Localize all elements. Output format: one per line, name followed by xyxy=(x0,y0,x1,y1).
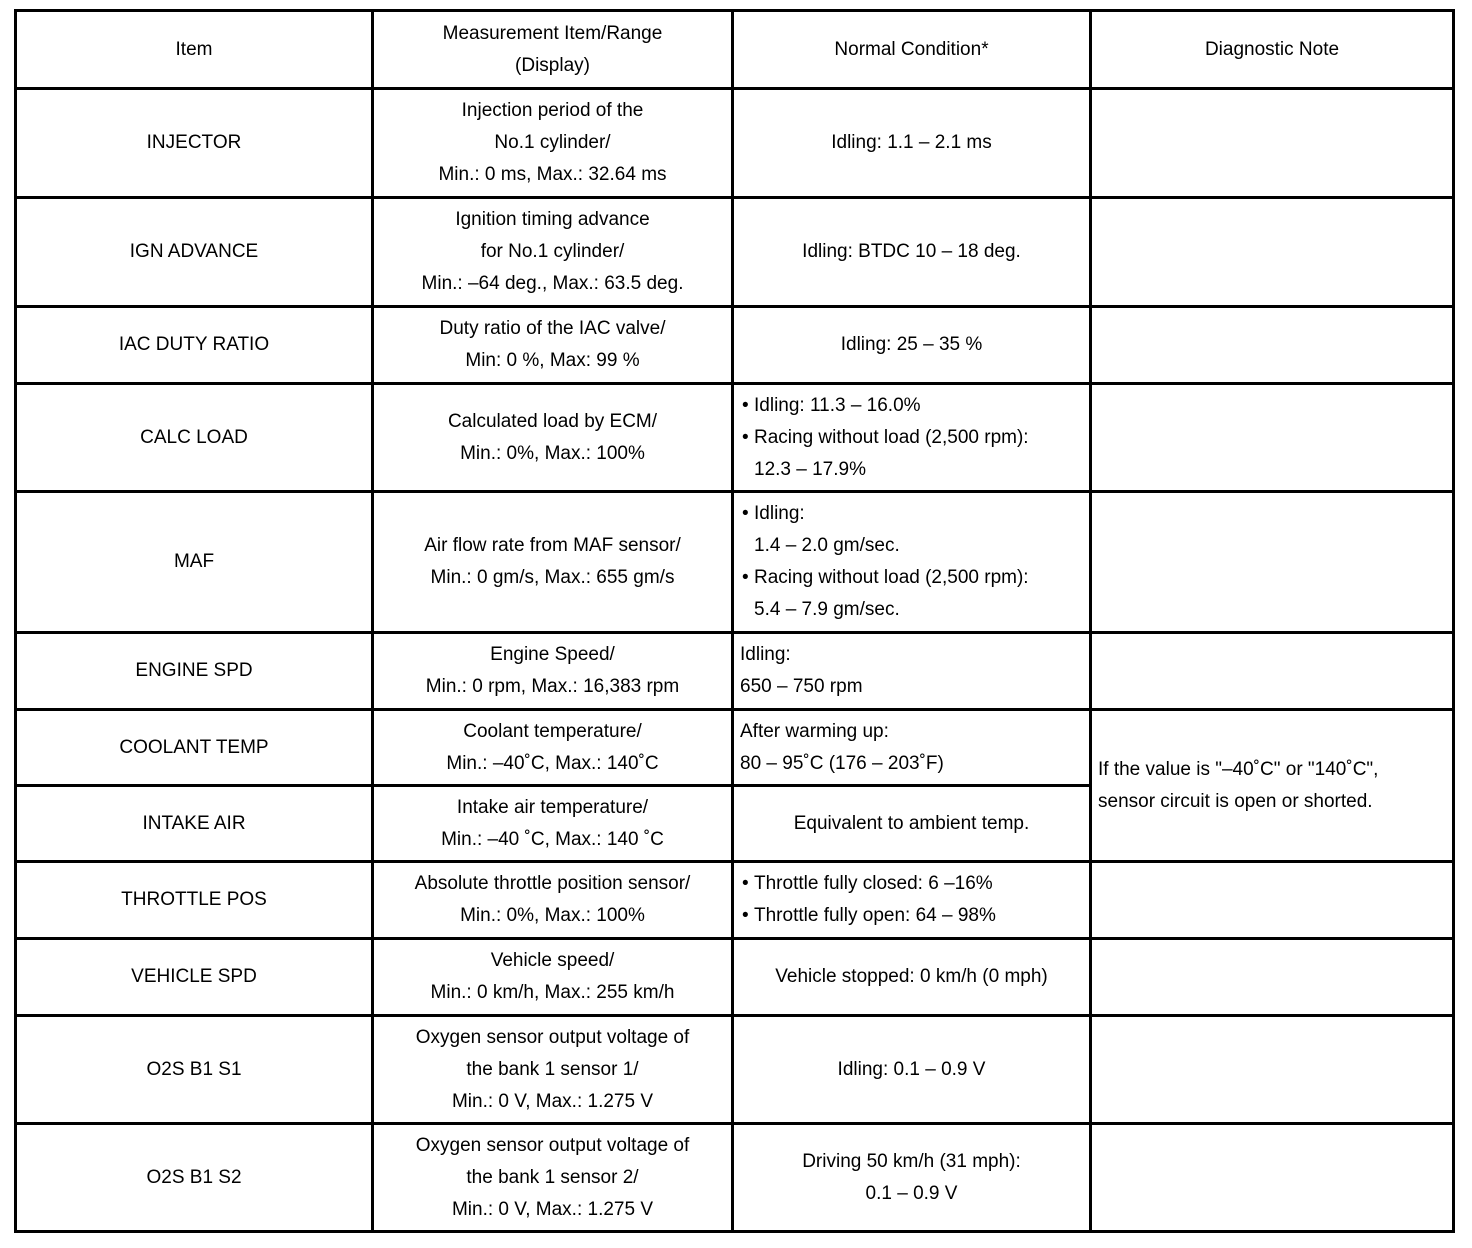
item-cell: THROTTLE POS xyxy=(16,862,373,939)
table-row xyxy=(16,384,1454,492)
normal-condition-cell: Idling: 650 – 750 rpm xyxy=(733,633,1091,710)
normal-condition-cell: Idling: 0.1 – 0.9 V xyxy=(733,1016,1091,1124)
measurement-cell: Engine Speed/ Min.: 0 rpm, Max.: 16,383 rpm xyxy=(373,633,733,710)
header-row xyxy=(16,11,1454,89)
measurement-cell: Calculated load by ECM/ Min.: 0%, Max.: 100% xyxy=(373,384,733,492)
measurement-cell: Oxygen sensor output voltage of the bank 1 sensor 2/ Min.: 0 V, Max.: 1.275 V xyxy=(373,1124,733,1232)
item-cell: INJECTOR xyxy=(16,89,373,198)
bullet-item: • Idling: 11.3 – 16.0% xyxy=(740,390,1083,422)
bullet-item: • Racing without load (2,500 rpm): xyxy=(740,422,1083,454)
header-measurement: Measurement Item/Range (Display) xyxy=(373,11,733,89)
normal-condition-cell: Idling: BTDC 10 – 18 deg. xyxy=(733,198,1091,307)
data-monitor-table xyxy=(14,9,1455,1233)
normal-condition-cell xyxy=(733,862,1091,939)
table-row xyxy=(16,633,1454,710)
diagnostic-note-cell xyxy=(1091,633,1454,710)
normal-condition-cell: Idling: 25 – 35 % xyxy=(733,307,1091,384)
table-row xyxy=(16,862,1454,939)
table-row xyxy=(16,198,1454,307)
bullet-continuation: 12.3 – 17.9% xyxy=(754,458,866,480)
normal-condition-cell: After warming up: 80 – 95˚C (176 – 203˚F) xyxy=(733,710,1091,786)
diagnostic-note-temp-sensors: If the value is "–40˚C" or "140˚C", sensor circuit is open or shorted. xyxy=(1091,710,1454,862)
measurement-cell: Air flow rate from MAF sensor/ Min.: 0 gm/s, Max.: 655 gm/s xyxy=(373,492,733,633)
measurement-cell: Absolute throttle position sensor/ Min.: 0%, Max.: 100% xyxy=(373,862,733,939)
normal-condition-cell: Vehicle stopped: 0 km/h (0 mph) xyxy=(733,939,1091,1016)
header-item: Item xyxy=(16,11,373,89)
item-cell: INTAKE AIR xyxy=(16,786,373,862)
table-row xyxy=(16,1124,1454,1232)
bullet-continuation: 1.4 – 2.0 gm/sec. xyxy=(754,535,900,556)
diagnostic-note-cell xyxy=(1091,384,1454,492)
measurement-cell: Oxygen sensor output voltage of the bank 1 sensor 1/ Min.: 0 V, Max.: 1.275 V xyxy=(373,1016,733,1124)
measurement-cell: Injection period of the No.1 cylinder/ Min.: 0 ms, Max.: 32.64 ms xyxy=(373,89,733,198)
table-row xyxy=(16,1016,1454,1124)
item-cell: MAF xyxy=(16,492,373,633)
measurement-cell: Ignition timing advance for No.1 cylinder/ Min.: –64 deg., Max.: 63.5 deg. xyxy=(373,198,733,307)
table-row xyxy=(16,307,1454,384)
item-cell: IGN ADVANCE xyxy=(16,198,373,307)
bullet-item: • Throttle fully open: 64 – 98% xyxy=(740,900,1083,932)
table-row xyxy=(16,939,1454,1016)
bullet-continuation: 5.4 – 7.9 gm/sec. xyxy=(754,599,900,620)
normal-condition-cell: Idling: 1.1 – 2.1 ms xyxy=(733,89,1091,198)
normal-condition-cell xyxy=(733,492,1091,633)
table-row xyxy=(16,492,1454,633)
diagnostic-note-cell xyxy=(1091,1124,1454,1232)
measurement-cell: Duty ratio of the IAC valve/ Min: 0 %, Max: 99 % xyxy=(373,307,733,384)
table-row xyxy=(16,710,1454,786)
item-cell: COOLANT TEMP xyxy=(16,710,373,786)
bullet-item: • Racing without load (2,500 rpm): xyxy=(740,562,1083,594)
item-cell: IAC DUTY RATIO xyxy=(16,307,373,384)
diagnostic-note-cell xyxy=(1091,89,1454,198)
measurement-cell: Vehicle speed/ Min.: 0 km/h, Max.: 255 km/h xyxy=(373,939,733,1016)
item-cell: CALC LOAD xyxy=(16,384,373,492)
table-row xyxy=(16,89,1454,198)
diagnostic-note-cell xyxy=(1091,1016,1454,1124)
bullet-item: • Throttle fully closed: 6 –16% xyxy=(740,868,1083,900)
diagnostic-note-cell xyxy=(1091,198,1454,307)
item-cell: O2S B1 S1 xyxy=(16,1016,373,1124)
spec-sheet xyxy=(14,9,1455,1233)
bullet-item: • Idling: xyxy=(740,498,1083,530)
item-cell: VEHICLE SPD xyxy=(16,939,373,1016)
header-normal-condition: Normal Condition* xyxy=(733,11,1091,89)
measurement-cell: Coolant temperature/ Min.: –40˚C, Max.: 140˚C xyxy=(373,710,733,786)
diagnostic-note-cell xyxy=(1091,307,1454,384)
measurement-cell: Intake air temperature/ Min.: –40 ˚C, Max.: 140 ˚C xyxy=(373,786,733,862)
diagnostic-note-cell xyxy=(1091,862,1454,939)
item-cell: ENGINE SPD xyxy=(16,633,373,710)
item-cell: O2S B1 S2 xyxy=(16,1124,373,1232)
diagnostic-note-cell xyxy=(1091,492,1454,633)
diagnostic-note-cell xyxy=(1091,939,1454,1016)
header-diagnostic-note: Diagnostic Note xyxy=(1091,11,1454,89)
normal-condition-cell: Equivalent to ambient temp. xyxy=(733,786,1091,862)
normal-condition-cell: Driving 50 km/h (31 mph): 0.1 – 0.9 V xyxy=(733,1124,1091,1232)
normal-condition-cell xyxy=(733,384,1091,492)
